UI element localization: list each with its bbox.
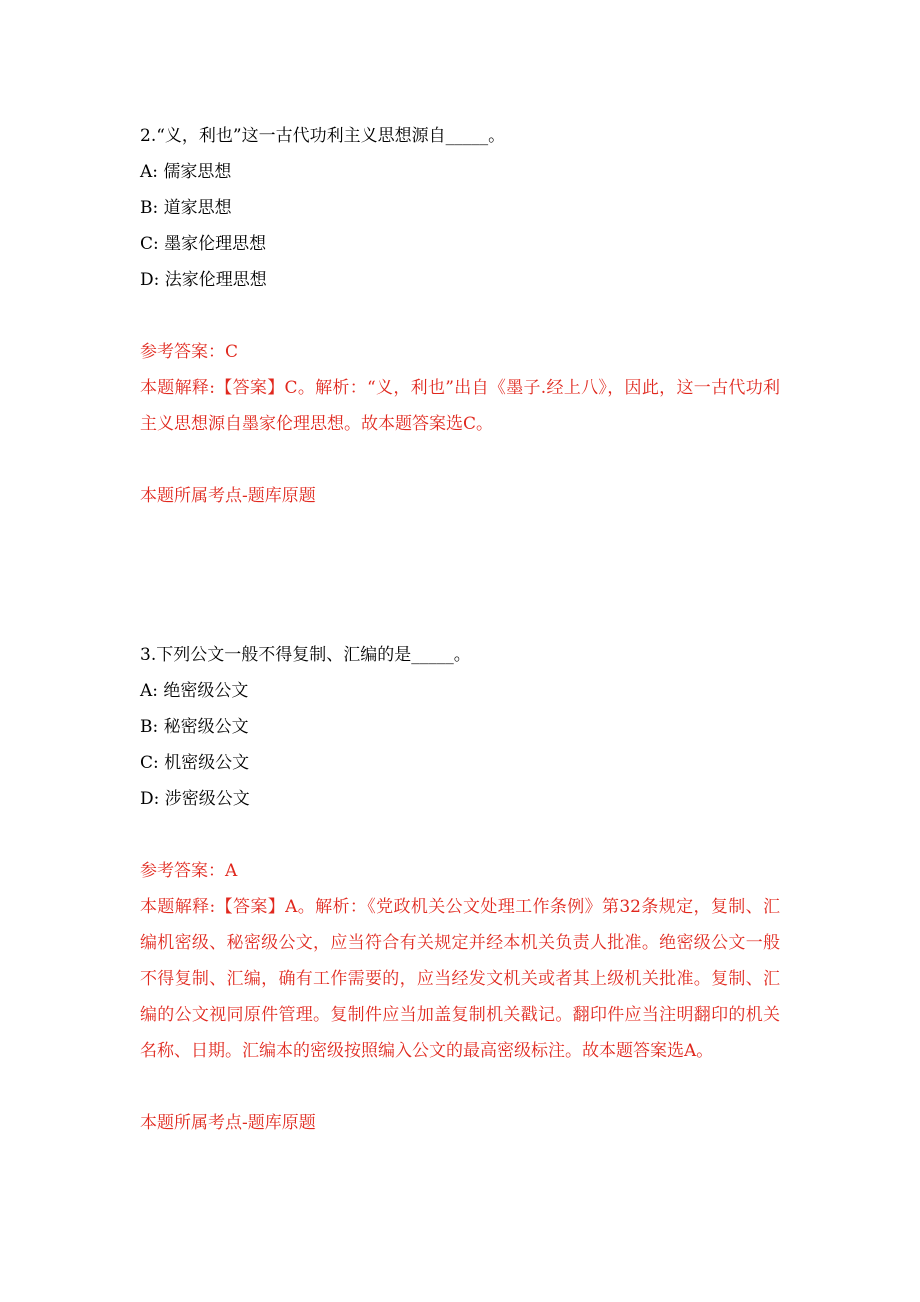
option-text: 儒家思想 [163, 162, 232, 182]
option-c [140, 226, 780, 262]
explanation-label: 本题解释: [140, 378, 215, 398]
explanation [140, 370, 780, 442]
option-b [140, 709, 780, 745]
spacer [140, 1069, 780, 1105]
option-label: C: [140, 753, 159, 773]
option-text: 绝密级公文 [163, 681, 249, 701]
option-d [140, 262, 780, 298]
option-label: D: [140, 789, 160, 809]
question-2 [140, 118, 780, 514]
option-c [140, 745, 780, 781]
spacer [140, 442, 780, 478]
answer-label: 参考答案： [140, 861, 225, 881]
answer-value: A [225, 861, 238, 881]
option-text: 道家思想 [163, 198, 232, 218]
answer-value: C [225, 342, 239, 362]
question-stem: 3.下列公文一般不得复制、汇编的是_____。 [140, 645, 471, 665]
option-b [140, 190, 780, 226]
option-d [140, 781, 780, 817]
option-text: 秘密级公文 [163, 717, 249, 737]
topic-tag: 本题所属考点-题库原题 [140, 1113, 316, 1133]
option-label: D: [140, 270, 160, 290]
explanation-text: 【答案】A。解析：《党政机关公文处理工作条例》第32条规定，复制、汇编机密级、秘密级公文，应当符合有关规定并经本机关负责人批准。绝密级公文一般不得复制、汇编，确有工作需要的，应当经发文机关或者其上级机关批准。复制、汇编的公文视同原件管理。复制件应当加盖复制机关戳记。翻印件应当注明翻印的机关名称、日期。汇编本的密级按照编入公文的最高密级标注。故本题答案选A。 [140, 897, 780, 1061]
option-a [140, 673, 780, 709]
answer-label: 参考答案： [140, 342, 225, 362]
option-label: B: [140, 198, 159, 218]
spacer [140, 817, 780, 853]
option-text: 墨家伦理思想 [164, 234, 267, 254]
explanation-label: 本题解释: [140, 897, 216, 917]
option-label: A: [140, 162, 159, 182]
option-label: C: [140, 234, 159, 254]
explanation-text: 【答案】C。解析：“义，利也”出自《墨子.经上八》，因此，这一古代功利主义思想源自墨家伦理思想。故本题答案选C。 [140, 378, 781, 434]
explanation [140, 889, 780, 1069]
option-label: B: [140, 717, 159, 737]
option-label: A: [140, 681, 159, 701]
answer-line [140, 853, 780, 889]
spacer [140, 298, 780, 334]
option-text: 法家伦理思想 [164, 270, 267, 290]
option-text: 机密级公文 [164, 753, 250, 773]
question-3 [140, 637, 780, 1141]
option-a [140, 154, 780, 190]
option-text: 涉密级公文 [164, 789, 250, 809]
question-stem: 2.“义，利也”这一古代功利主义思想源自_____。 [140, 126, 506, 146]
answer-line [140, 334, 780, 370]
topic-tag: 本题所属考点-题库原题 [140, 486, 316, 506]
